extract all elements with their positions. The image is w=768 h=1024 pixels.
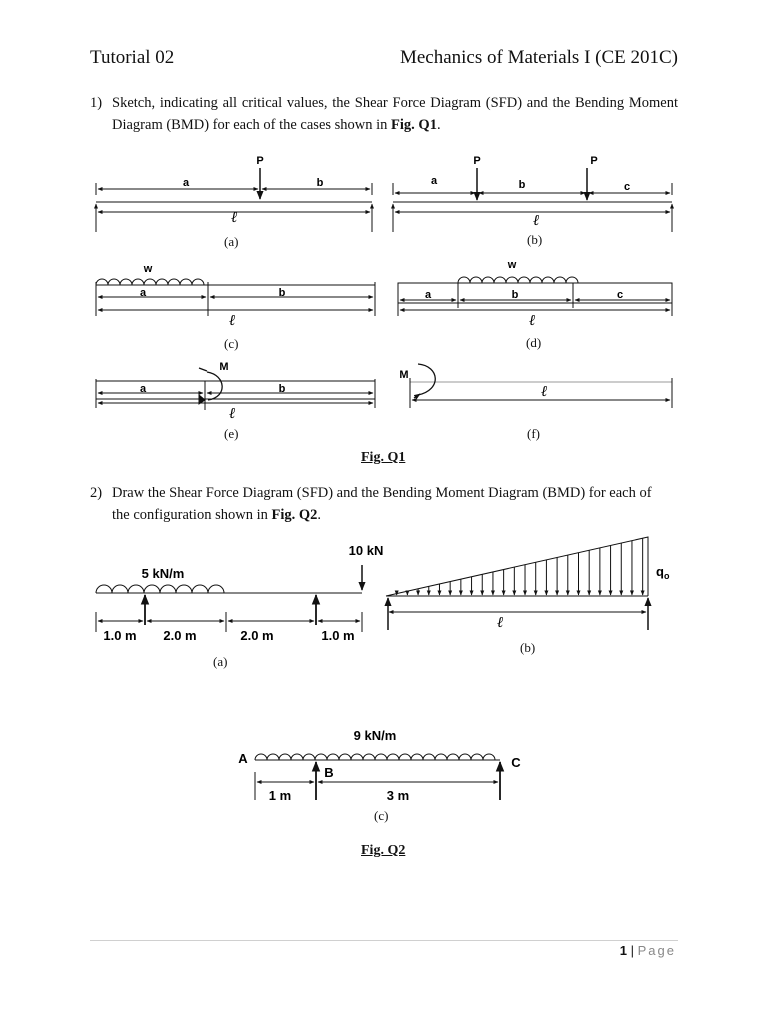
fig-q1-e-seg1: a (139, 383, 147, 395)
fig-q1-c-total: ℓ (228, 313, 236, 329)
fig-q1-b-load1: P (473, 155, 481, 167)
question-1-text: Sketch, indicating all critical values, the Shear Force Diagram (SFD) and the Bending Moment Diagram (BMD) for each of the cases shown in Fig. Q1. (112, 95, 678, 133)
fig-q2-c-d1: 1 m (268, 788, 292, 803)
fig-q2-c-label-c: C (511, 755, 521, 770)
fig-q1-e-seg2: b (278, 383, 286, 395)
fig-q1-d-seg2: b (511, 289, 519, 301)
fig-q2-a-d2: 2.0 m (163, 628, 197, 643)
fig-q1-c-caption: (c) (224, 336, 239, 351)
header-tutorial-title: Tutorial 02 (90, 47, 175, 68)
fig-q1-b-total: ℓ (532, 213, 540, 229)
page-number: 1 (619, 943, 628, 958)
fig-q1-e-total: ℓ (228, 406, 236, 422)
fig-q2-c-label-b: B (324, 765, 334, 780)
page-footer: 1 | Page (619, 943, 676, 958)
fig-q1-c-seg2: b (278, 287, 286, 299)
fig-q1-d-seg1: a (424, 289, 432, 301)
fig-q1-d-caption: (d) (526, 335, 542, 350)
fig-q1-c-seg1: a (139, 287, 147, 299)
fig-q1-d-total: ℓ (528, 313, 536, 329)
fig-q2-a-d3: 2.0 m (240, 628, 274, 643)
fig-q1-b-seg3: c (623, 181, 631, 193)
fig-q1-d-load: w (507, 259, 517, 271)
fig-q1-b-caption: (b) (527, 232, 543, 247)
fig-q1-b-seg1: a (430, 175, 438, 187)
fig-q1-f-total: ℓ (540, 384, 548, 400)
question-2 (90, 482, 678, 526)
fig-q2-a-d1: 1.0 m (103, 628, 137, 643)
header-course-title: Mechanics of Materials I (CE 201C) (399, 47, 678, 68)
question-2-number: 2) (90, 485, 103, 501)
fig-q1-caption: Fig. Q1 (361, 450, 406, 465)
fig-q2-c-caption: (c) (374, 808, 389, 823)
footer-divider (90, 940, 678, 941)
fig-q1-a-load-label: P (256, 155, 264, 167)
fig-q2-b-total: ℓ (496, 615, 504, 631)
fig-q1-f-caption: (f) (527, 426, 540, 441)
fig-q1-ref: Fig. Q1 (391, 117, 437, 133)
fig-q2-a-d4: 1.0 m (321, 628, 355, 643)
question-2-line1: Draw the Shear Force Diagram (SFD) and the Bending Moment Diagram (BMD) for each of (112, 485, 652, 501)
fig-q2-c-d2: 3 m (386, 788, 410, 803)
fig-q2-a-beam (96, 565, 362, 632)
fig-q2-c-label-a: A (238, 751, 248, 766)
question-1-number: 1) (90, 95, 103, 111)
fig-q1-d-beam (398, 277, 672, 316)
fig-q1-e-beam (96, 368, 375, 410)
fig-q1-a-total: ℓ (230, 210, 238, 226)
fig-q1-b-load2: P (590, 155, 598, 167)
fig-q1-f-load: M (399, 369, 409, 381)
fig-q2-b-q: $q_o$ (656, 564, 670, 581)
fig-q1-d-seg3: c (616, 289, 624, 301)
page-label: Page (637, 943, 676, 958)
fig-q2-ref: Fig. Q2 (271, 507, 318, 523)
fig-q1-a-seg2: b (316, 177, 324, 189)
fig-q2-c-udl: 9 kN/m (353, 728, 397, 743)
fig-q1-a-caption: (a) (224, 234, 239, 249)
fig-q1-a-seg1: a (182, 177, 190, 189)
fig-q2-a-udl: 5 kN/m (141, 566, 185, 581)
fig-q2-c-beam (255, 754, 500, 800)
fig-q2-caption: Fig. Q2 (361, 843, 406, 858)
fig-q1-c-load: w (143, 263, 153, 275)
question-2-line2: the configuration shown in Fig. Q2. (112, 507, 322, 523)
fig-q2-b-caption: (b) (520, 640, 536, 655)
fig-q1-e-caption: (e) (224, 426, 239, 441)
fig-q2-a-caption: (a) (213, 654, 228, 669)
fig-q2-a-point-load: 10 kN (348, 543, 384, 558)
fig-q1-e-load: M (219, 361, 229, 373)
fig-q2-b-beam (386, 537, 648, 630)
fig-q1-c-beam (96, 279, 375, 316)
fig-q1-b-seg2: b (518, 179, 526, 191)
